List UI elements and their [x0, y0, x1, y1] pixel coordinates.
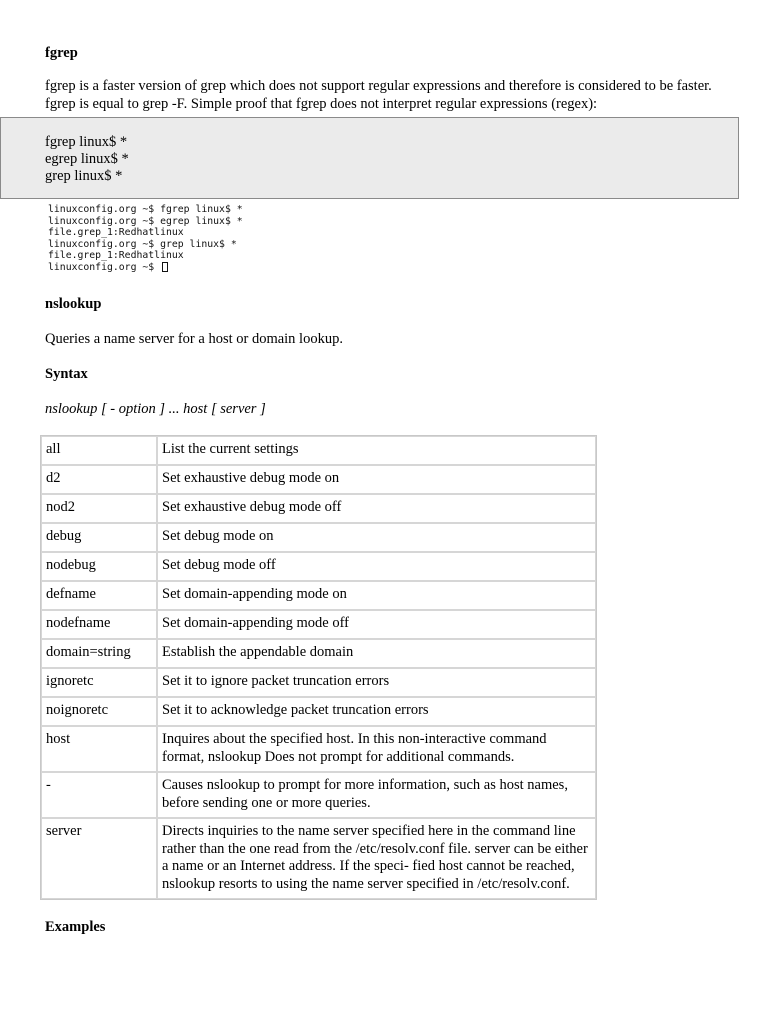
syntax-line: nslookup [ - option ] ... host [ server ]: [45, 401, 266, 417]
table-row: [41, 494, 596, 523]
code-line: egrep linux$ *: [45, 151, 129, 167]
option-description-cell: Set domain-appending mode on: [157, 581, 596, 610]
nslookup-heading: nslookup: [45, 296, 102, 312]
terminal-line: linuxconfig.org ~$ fgrep linux$ *: [48, 204, 243, 215]
examples-heading: Examples: [45, 919, 106, 935]
option-description-cell: Inquires about the specified host. In this non-interactive command format, nslookup Does not prompt for additional commands.: [157, 726, 596, 772]
options-table: [40, 435, 597, 900]
option-description-cell: Set debug mode on: [157, 523, 596, 552]
terminal-prompt-line: [48, 262, 243, 274]
table-row: [41, 581, 596, 610]
fgrep-description: fgrep is a faster version of grep which does not support regular expressions and therefore is considered to be faster. fgrep is equal to grep -F. Simple proof that fgrep does not interpret regular expressions (regex):: [45, 78, 712, 112]
table-row: [41, 818, 596, 899]
option-cell: nodefname: [41, 610, 157, 639]
terminal-line: linuxconfig.org ~$ grep linux$ *: [48, 238, 237, 250]
table-row: [41, 772, 596, 818]
option-description-cell: Directs inquiries to the name server specified here in the command line rather than the one read from the /etc/resolv.conf file. server can be either a name or an Internet address. If the speci- fied host cannot be reached, nslookup resorts to using the name server specified in /etc/resolv.conf.: [157, 818, 596, 899]
terminal-prompt: linuxconfig.org ~$: [48, 261, 161, 273]
option-description-cell: Causes nslookup to prompt for more information, such as host names, before sending one or more queries.: [157, 772, 596, 818]
option-description-cell: Set exhaustive debug mode on: [157, 465, 596, 494]
terminal-screenshot: [48, 204, 243, 274]
option-cell: server: [41, 818, 157, 899]
option-cell: ignoretc: [41, 668, 157, 697]
option-cell: -: [41, 772, 157, 818]
table-row: [41, 726, 596, 772]
code-line: grep linux$ *: [45, 168, 123, 184]
option-cell: debug: [41, 523, 157, 552]
option-cell: domain=string: [41, 639, 157, 668]
table-row: [41, 697, 596, 726]
table-row: [41, 552, 596, 581]
table-row: [41, 465, 596, 494]
option-description-cell: List the current settings: [157, 436, 596, 465]
option-description-cell: Set debug mode off: [157, 552, 596, 581]
syntax-heading: Syntax: [45, 366, 88, 382]
terminal-line: linuxconfig.org ~$ egrep linux$ *: [48, 215, 243, 227]
option-description-cell: Set it to ignore packet truncation errors: [157, 668, 596, 697]
table-row: [41, 610, 596, 639]
option-cell: all: [41, 436, 157, 465]
option-cell: host: [41, 726, 157, 772]
terminal-cursor-icon: [162, 262, 168, 272]
table-row: [41, 523, 596, 552]
table-row: [41, 436, 596, 465]
option-cell: nod2: [41, 494, 157, 523]
code-line: fgrep linux$ *: [45, 134, 128, 150]
fgrep-heading: fgrep: [45, 45, 78, 61]
option-description-cell: Set domain-appending mode off: [157, 610, 596, 639]
nslookup-description: Queries a name server for a host or domain lookup.: [45, 331, 343, 347]
option-cell: nodebug: [41, 552, 157, 581]
option-cell: defname: [41, 581, 157, 610]
table-row: [41, 668, 596, 697]
terminal-line: file.grep_1:Redhatlinux: [48, 227, 184, 239]
option-description-cell: Set it to acknowledge packet truncation errors: [157, 697, 596, 726]
option-cell: d2: [41, 465, 157, 494]
option-description-cell: Establish the appendable domain: [157, 639, 596, 668]
option-description-cell: Set exhaustive debug mode off: [157, 494, 596, 523]
option-cell: noignoretc: [41, 697, 157, 726]
code-block: [0, 117, 739, 199]
table-row: [41, 639, 596, 668]
terminal-line: file.grep_1:Redhatlinux: [48, 250, 184, 262]
